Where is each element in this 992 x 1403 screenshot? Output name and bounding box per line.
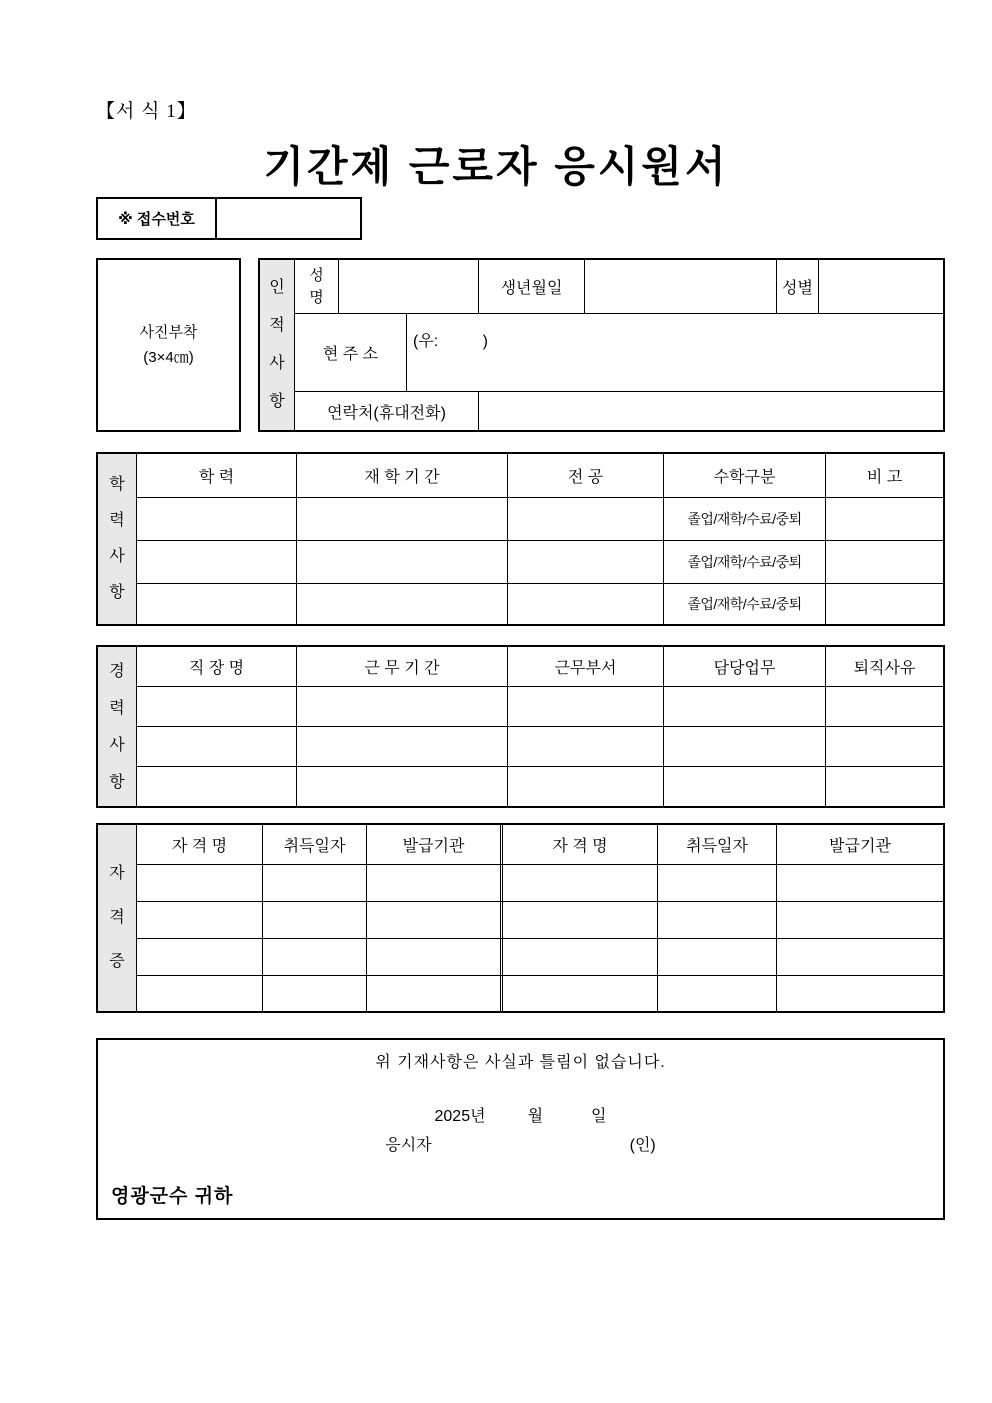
certificate-issuer-field — [777, 865, 943, 901]
certificate-issuer-field — [367, 939, 500, 975]
education-section-label: 학력사항 — [98, 454, 137, 624]
career-header: 퇴직사유 — [853, 660, 916, 677]
career-period-field — [297, 727, 508, 766]
birthdate-field — [585, 260, 777, 313]
career-header: 직 장 명 — [137, 647, 297, 686]
certificate-header: 취득일자 — [658, 825, 777, 864]
certificate-date-field — [263, 939, 367, 975]
career-department-field — [508, 727, 664, 766]
career-period-field — [297, 767, 508, 806]
certificate-date-field — [658, 939, 777, 975]
contact-field — [479, 392, 943, 430]
education-school-field — [137, 498, 297, 540]
receipt-number-label: ※ 접수번호 — [98, 199, 217, 238]
education-row — [137, 541, 943, 584]
address-label: 현 주 소 — [295, 314, 407, 391]
education-header: 수학구분 — [664, 454, 826, 497]
career-header: 담당업무 — [664, 647, 826, 686]
certificates-table — [96, 823, 945, 1013]
gender-label: 성별 — [777, 260, 819, 313]
education-period-field — [297, 541, 508, 583]
certificate-issuer-field — [367, 902, 500, 938]
career-duty-field — [664, 727, 826, 766]
certificate-name-field — [137, 939, 263, 975]
certificate-header: 자 격 명 — [500, 825, 658, 864]
declaration-date — [98, 1103, 943, 1126]
address-field: (우: ) — [413, 333, 489, 350]
education-note-field — [826, 584, 943, 624]
education-header-row — [137, 454, 943, 498]
education-school-field — [137, 541, 297, 583]
education-table — [96, 452, 945, 626]
certificate-name-field — [500, 939, 658, 975]
career-company-field — [137, 767, 297, 806]
education-header: 비 고 — [866, 469, 903, 486]
certificate-header: 발급기관 — [829, 838, 891, 855]
education-header: 학 력 — [137, 454, 297, 497]
declaration-box — [96, 1038, 945, 1220]
certificate-row — [137, 902, 943, 939]
certificate-date-field — [263, 976, 367, 1011]
birthdate-label: 생년월일 — [479, 260, 585, 313]
career-resign-reason-field — [826, 687, 943, 726]
declaration-signature — [98, 1132, 943, 1155]
contact-label: 연락처(휴대전화) — [295, 392, 479, 430]
certificate-date-field — [263, 865, 367, 901]
applicant-label: 응시자 — [385, 1137, 432, 1154]
form-number-label: 【서 식 1】 — [96, 101, 197, 122]
certificate-row — [137, 939, 943, 976]
certificate-name-field — [500, 902, 658, 938]
personal-row-address — [295, 314, 943, 392]
education-status-options: 졸업/재학/수료/중퇴 — [664, 584, 826, 624]
education-status-options: 졸업/재학/수료/중퇴 — [664, 498, 826, 540]
personal-row-contact — [295, 392, 943, 430]
certificates-section-label: 자격증 — [98, 825, 137, 1011]
career-section-label: 경력사항 — [98, 647, 137, 806]
photo-attach-box — [96, 258, 241, 432]
certificate-date-field — [658, 865, 777, 901]
career-table — [96, 645, 945, 808]
career-duty-field — [664, 687, 826, 726]
page-title: 기간제 근로자 응시원서 — [263, 143, 729, 190]
certificate-header: 자 격 명 — [137, 825, 263, 864]
certificate-date-field — [658, 976, 777, 1011]
education-major-field — [508, 498, 664, 540]
education-header: 전 공 — [508, 454, 664, 497]
career-department-field — [508, 767, 664, 806]
career-company-field — [137, 687, 297, 726]
receipt-number-box — [96, 197, 362, 240]
career-department-field — [508, 687, 664, 726]
receipt-number-field — [217, 199, 360, 238]
certificate-header: 발급기관 — [402, 838, 465, 855]
career-header: 근무부서 — [508, 647, 664, 686]
career-company-field — [137, 727, 297, 766]
certificate-issuer-field — [367, 976, 500, 1011]
education-note-field — [826, 541, 943, 583]
education-note-field — [826, 498, 943, 540]
career-header: 근 무 기 간 — [297, 647, 508, 686]
declaration-year: 2025년 — [434, 1108, 486, 1125]
gender-field — [819, 260, 943, 313]
career-resign-reason-field — [826, 727, 943, 766]
photo-size-label: (3×4㎝) — [143, 349, 194, 366]
certificate-name-field — [137, 976, 263, 1011]
name-label: 성명 — [295, 260, 339, 313]
certificates-header-row — [137, 825, 943, 865]
certificate-header: 취득일자 — [263, 825, 367, 864]
career-row — [137, 727, 943, 767]
education-period-field — [297, 498, 508, 540]
certificate-date-field — [263, 902, 367, 938]
certificate-name-field — [500, 865, 658, 901]
career-row — [137, 767, 943, 806]
declaration-statement: 위 기재사항은 사실과 틀림이 없습니다. — [375, 1054, 666, 1071]
name-field — [339, 260, 479, 313]
education-header: 재 학 기 간 — [297, 454, 508, 497]
certificate-issuer-field — [777, 902, 943, 938]
career-resign-reason-field — [826, 767, 943, 806]
career-header-row — [137, 647, 943, 687]
career-period-field — [297, 687, 508, 726]
career-row — [137, 687, 943, 727]
certificate-row — [137, 976, 943, 1011]
seal-label: (인) — [629, 1137, 656, 1154]
certificate-name-field — [137, 902, 263, 938]
education-period-field — [297, 584, 508, 624]
personal-row-name — [295, 260, 943, 314]
education-status-options: 졸업/재학/수료/중퇴 — [664, 541, 826, 583]
personal-info-table — [258, 258, 945, 432]
recipient-label: 영광군수 귀하 — [111, 1186, 234, 1207]
certificate-row — [137, 865, 943, 902]
photo-attach-label: 사진부착 — [139, 323, 198, 341]
education-row — [137, 498, 943, 541]
certificate-name-field — [500, 976, 658, 1011]
career-duty-field — [664, 767, 826, 806]
education-major-field — [508, 541, 664, 583]
certificate-date-field — [658, 902, 777, 938]
certificate-issuer-field — [367, 865, 500, 901]
declaration-day: 일 — [591, 1108, 607, 1125]
certificate-issuer-field — [777, 976, 943, 1011]
education-school-field — [137, 584, 297, 624]
education-major-field — [508, 584, 664, 624]
certificate-name-field — [137, 865, 263, 901]
certificate-issuer-field — [777, 939, 943, 975]
personal-section-label: 인적사항 — [260, 260, 295, 430]
declaration-month: 월 — [527, 1108, 544, 1125]
education-row — [137, 584, 943, 624]
